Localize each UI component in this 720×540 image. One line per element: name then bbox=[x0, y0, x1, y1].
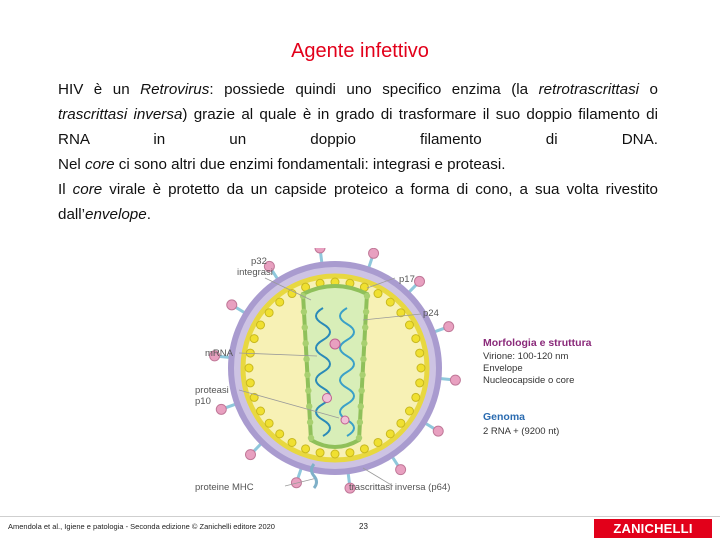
spike-knob bbox=[396, 465, 406, 475]
capsid-dot bbox=[304, 372, 310, 378]
paragraph-capside bbox=[58, 177, 658, 227]
hiv-structure-figure bbox=[193, 248, 613, 500]
footer-divider bbox=[0, 516, 720, 517]
matrix-dot bbox=[386, 298, 394, 306]
info-morfologia-title: Morfologia e struttura bbox=[483, 337, 592, 349]
capsid-dot bbox=[301, 309, 307, 315]
publisher-logo: ZANICHELLI bbox=[594, 519, 712, 538]
label-p32: p32 bbox=[251, 256, 267, 267]
capsid-dot bbox=[360, 356, 366, 362]
matrix-dot bbox=[245, 364, 253, 372]
protease bbox=[341, 416, 349, 424]
label-trascrittasi: trascrittasi inversa (p64) bbox=[349, 482, 451, 493]
text-run: . bbox=[146, 206, 151, 223]
capsid-dot bbox=[308, 435, 314, 441]
matrix-dot bbox=[302, 445, 310, 453]
spike-knob bbox=[227, 300, 237, 310]
label-mrna: mRNA bbox=[205, 348, 233, 359]
text-run: ci sono altri due enzimi fondamentali: integrasi e proteasi. bbox=[114, 156, 506, 173]
info-envelope: Envelope bbox=[483, 363, 523, 374]
spike-knob bbox=[216, 404, 226, 414]
capsid-dot bbox=[307, 419, 313, 425]
matrix-dot bbox=[416, 349, 424, 357]
matrix-dot bbox=[412, 393, 420, 401]
matrix-dot bbox=[316, 449, 324, 457]
term-retrovirus: Retrovirus bbox=[140, 81, 210, 98]
capsid-dot bbox=[362, 324, 368, 330]
capsid-dot bbox=[363, 309, 369, 315]
matrix-dot bbox=[331, 450, 339, 458]
capsid-dot bbox=[303, 356, 309, 362]
info-rna: 2 RNA + (9200 nt) bbox=[483, 426, 560, 437]
capsid-dot bbox=[358, 403, 364, 409]
label-p24: p24 bbox=[423, 308, 439, 319]
matrix-dot bbox=[374, 438, 382, 446]
spike-knob bbox=[450, 375, 460, 385]
info-nucleocapside: Nucleocapside o core bbox=[483, 375, 575, 386]
matrix-dot bbox=[386, 430, 394, 438]
text-run: virale è protetto da un capside proteico a forma di cono, a sua volta rivestito dall’ bbox=[58, 181, 658, 223]
text-run: o bbox=[639, 81, 658, 98]
text-run: : possiede quindi uno specifico enzima (la bbox=[209, 81, 539, 98]
matrix-dot bbox=[265, 309, 273, 317]
matrix-dot bbox=[288, 438, 296, 446]
info-virione: Virione: 100-120 nm bbox=[483, 351, 569, 362]
matrix-dot bbox=[276, 430, 284, 438]
matrix-dot bbox=[257, 321, 265, 329]
term-trascrittasi-inversa: trascrittasi inversa bbox=[58, 106, 183, 123]
text-run: HIV è un bbox=[58, 81, 141, 98]
matrix-dot bbox=[416, 379, 424, 387]
slide-title: Agente infettivo bbox=[291, 40, 429, 62]
capsid-dot bbox=[364, 293, 370, 299]
label-integrasi: integrasi bbox=[237, 267, 273, 278]
capsid-dot bbox=[361, 340, 367, 346]
reverse-transcriptase bbox=[330, 339, 340, 349]
integrase bbox=[323, 394, 332, 403]
term-retrotrascrittasi: retrotrascrittasi bbox=[538, 81, 640, 98]
text-run: Nel bbox=[58, 156, 86, 173]
paragraph-core bbox=[58, 152, 658, 177]
paragraph-retrovirus bbox=[58, 77, 658, 152]
capsid-dot bbox=[356, 435, 362, 441]
spike-knob bbox=[444, 322, 454, 332]
capsid-dot bbox=[302, 324, 308, 330]
matrix-dot bbox=[276, 298, 284, 306]
spike-knob bbox=[415, 276, 425, 286]
term-core: core bbox=[72, 181, 103, 198]
matrix-dot bbox=[346, 449, 354, 457]
capsid-dot bbox=[358, 387, 364, 393]
label-mhc: proteine MHC bbox=[195, 482, 254, 493]
spike-knob bbox=[433, 426, 443, 436]
spike-knob bbox=[315, 248, 325, 253]
info-genoma-title: Genoma bbox=[483, 411, 526, 423]
matrix-dot bbox=[257, 407, 265, 415]
matrix-dot bbox=[417, 364, 425, 372]
term-core: core bbox=[85, 156, 115, 173]
matrix-dot bbox=[246, 379, 254, 387]
text-run: Il bbox=[58, 181, 73, 198]
label-proteasi: proteasi bbox=[195, 385, 229, 396]
matrix-dot bbox=[405, 407, 413, 415]
capsid-dot bbox=[359, 372, 365, 378]
text-run: ) grazie al quale è in grado di trasformare il suo doppio filamento di RNA in un doppio filamento di DNA. bbox=[58, 106, 658, 148]
matrix-dot bbox=[397, 419, 405, 427]
matrix-dot bbox=[250, 335, 258, 343]
matrix-dot bbox=[374, 290, 382, 298]
page-number: 23 bbox=[359, 522, 368, 531]
body-text bbox=[58, 77, 658, 227]
footer-credit: Amendola et al., Igiene e patologia - Seconda edizione © Zanichelli editore 2020 bbox=[8, 522, 275, 531]
matrix-dot bbox=[405, 321, 413, 329]
capsid-dot bbox=[302, 340, 308, 346]
term-envelope: envelope bbox=[85, 206, 147, 223]
hiv-virion-diagram bbox=[193, 248, 613, 500]
matrix-dot bbox=[360, 445, 368, 453]
capsid-dot bbox=[305, 387, 311, 393]
spike-knob bbox=[245, 450, 255, 460]
matrix-dot bbox=[412, 335, 420, 343]
spike-knob bbox=[291, 478, 301, 488]
matrix-dot bbox=[265, 419, 273, 427]
label-p10: p10 bbox=[195, 396, 211, 407]
spike-knob bbox=[369, 248, 379, 258]
label-p17: p17 bbox=[399, 274, 415, 285]
capsid-dot bbox=[357, 419, 363, 425]
